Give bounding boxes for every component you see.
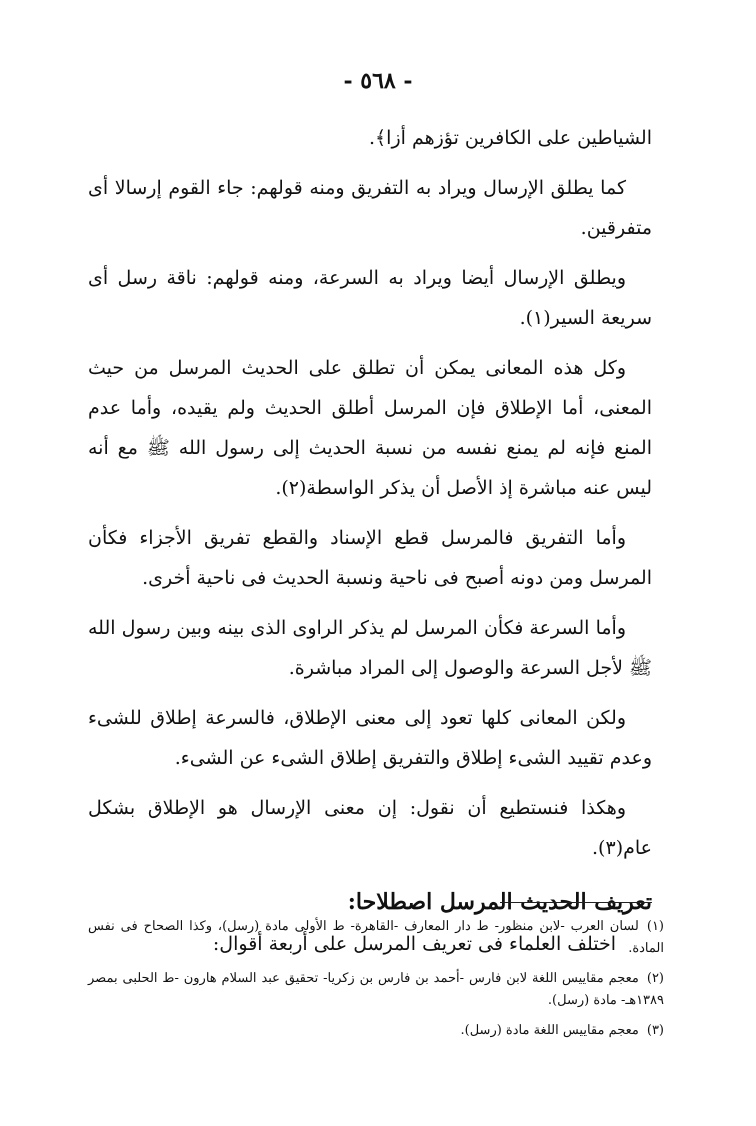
footnote-text: معجم مقاييس اللغة مادة (رسل).	[460, 1023, 639, 1038]
paragraph: وأما التفريق فالمرسل قطع الإسناد والقطع تفريق الأجزاء فكأن المرسل ومن دونه أصبح فى ناحية ونسبة الحديث فى ناحية أخرى.	[88, 527, 652, 589]
paragraph: كما يطلق الإرسال ويراد به التفريق ومنه قولهم: جاء القوم إرسالا أى متفرقين.	[88, 177, 652, 239]
footnote-divider	[500, 902, 652, 903]
paragraph: الشياطين على الكافرين تؤزهم أزا﴾.	[369, 127, 652, 149]
footnote-text: معجم مقاييس اللغة لابن فارس -أحمد بن فارس بن زكريا- تحقيق عبد السلام هارون -ط الحلبى بمصر ١٣٨٩هـ- مادة (رسل).	[88, 971, 664, 1008]
footnote	[88, 916, 664, 960]
footnote-number: (٣)	[646, 1023, 664, 1038]
paragraph: وهكذا فنستطيع أن نقول: إن معنى الإرسال هو الإطلاق بشكل عام(٣).	[88, 797, 652, 859]
body-text	[88, 118, 652, 974]
paragraph: وكل هذه المعانى يمكن أن تطلق على الحديث المرسل من حيث المعنى، أما الإطلاق فإن المرسل أطلق الحديث ولم يقيده، وأما عدم المنع فإنه لم يمنع نفسه من نسبة الحديث إلى رسول الله ﷺ مع أنه ليس عنه مباشرة إذ الأصل أن يذكر الواسطة(٢).	[88, 357, 652, 499]
footnote	[88, 1020, 664, 1042]
section-heading: تعريف الحديث المرسل اصطلاحا:	[347, 889, 652, 915]
footnote-number: (١)	[646, 919, 664, 934]
page-number: - ٥٦٨ -	[343, 68, 413, 94]
footnote-text: لسان العرب -لابن منظور- ط دار المعارف -القاهرة- ط الأولى مادة (رسل)، وكذا الصحاح فى نفس المادة.	[88, 919, 664, 956]
paragraph: وأما السرعة فكأن المرسل لم يذكر الراوى الذى بينه وبين رسول الله ﷺ لأجل السرعة والوصول إلى المراد مباشرة.	[88, 617, 652, 679]
footnotes	[88, 916, 664, 1050]
footnote	[88, 968, 664, 1012]
paragraph: ولكن المعانى كلها تعود إلى معنى الإطلاق، فالسرعة إطلاق للشىء وعدم تقييد الشىء إطلاق والتفريق إطلاق الشىء عن الشىء.	[88, 707, 652, 769]
paragraph: ويطلق الإرسال أيضا ويراد به السرعة، ومنه قولهم: ناقة رسل أى سريعة السير(١).	[88, 267, 652, 329]
intro-line: اختلف العلماء فى تعريف المرسل على أربعة أقوال:	[212, 933, 616, 955]
footnote-number: (٢)	[646, 971, 664, 986]
